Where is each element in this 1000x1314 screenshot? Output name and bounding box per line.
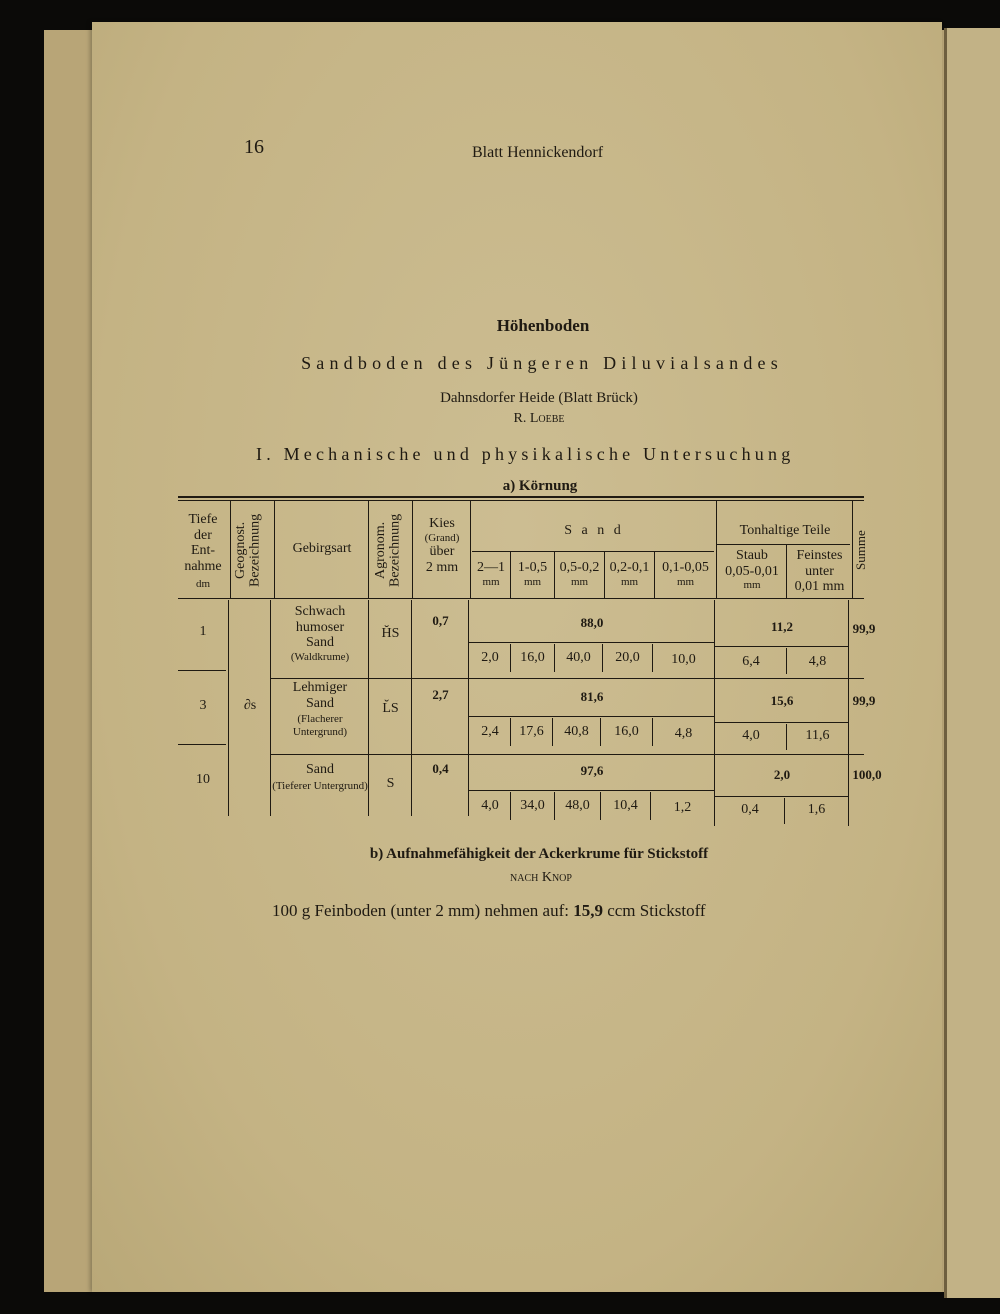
row3-sand-2: 34,0 [520, 798, 545, 813]
row2-sand-total: 81,6 [580, 689, 604, 704]
row2-ton-total: 15,6 [770, 693, 794, 708]
header-tiefe-unit: dm [195, 577, 211, 590]
header-feinstes-3: 0,01 mm [794, 579, 845, 595]
header-kies-2: (Grand) [424, 531, 460, 544]
row3-summe: 100,0 [852, 767, 882, 782]
row2-sand-4: 16,0 [614, 724, 639, 739]
row1-summe: 99,9 [852, 621, 876, 636]
row1-agronom: H̆S [381, 626, 400, 641]
author-line: R. Loebe [513, 411, 565, 426]
grain-size-table [178, 496, 882, 828]
row3-sand-total: 97,6 [580, 763, 604, 778]
header-ton: Tonhaltige Teile [739, 523, 831, 538]
row3-tiefe: 10 [196, 772, 210, 787]
row1-sand-3: 40,0 [566, 650, 591, 665]
part-b-title: b) Aufnahmefähigkeit der Ackerkrume für Stickstoff [369, 846, 709, 862]
header-geognost: Geognost. Bezeichnung [233, 513, 263, 587]
header-tiefe-4: nahme [184, 559, 222, 575]
row2-agronom: L̆S [382, 701, 399, 716]
row3-gebirgsart-note: (Tieferer Untergrund) [272, 779, 368, 792]
row2-sand-1: 2,4 [481, 724, 499, 739]
row3-agronom: S [386, 776, 395, 791]
header-kies-3: über [429, 543, 455, 559]
row2-kies: 2,7 [432, 687, 449, 702]
row1-gebirgsart-2: humoser [295, 619, 345, 635]
header-tiefe-2: der [194, 527, 212, 543]
row3-gebirgsart-1: Sand [306, 762, 334, 777]
row2-sand-2: 17,6 [519, 724, 544, 739]
header-sand-range: 1-0,5 [517, 560, 548, 575]
header-staub-1: Staub [736, 548, 768, 563]
row3-staub: 0,4 [741, 802, 759, 817]
row2-sand-5: 4,8 [674, 726, 693, 741]
row2-tiefe: 3 [199, 698, 207, 713]
header-sand-unit: mm [523, 575, 542, 588]
header-sand-range: 0,2-0,1 [609, 560, 650, 575]
header-staub-3: mm [743, 579, 761, 592]
row3-kies: 0,4 [432, 761, 449, 776]
row1-gebirgsart-3: Sand [306, 635, 334, 651]
header-feinstes-1: Feinstes [796, 548, 843, 563]
row1-kies: 0,7 [432, 613, 449, 628]
part-b-text-after: ccm Stickstoff [607, 901, 706, 920]
location-line: Dahnsdorfer Heide (Blatt Brück) [440, 390, 638, 406]
header-sand-range: 0,1-0,05 [662, 560, 709, 575]
page-subtitle: Sandboden des Jüngeren Diluvialsandes [301, 353, 783, 373]
part-b-method: nach Knop [510, 870, 572, 885]
page-number: 16 [244, 136, 264, 158]
part-b-value: 15,9 [573, 901, 603, 920]
row1-staub: 6,4 [742, 654, 760, 669]
geognost-value: ∂s [243, 698, 257, 713]
row3-sand-1: 4,0 [481, 798, 499, 813]
row2-sand-3: 40,8 [564, 724, 589, 739]
header-sand-range: 0,5-0,2 [559, 560, 600, 575]
row1-feinstes: 4,8 [808, 654, 827, 669]
part-b-result [272, 901, 706, 921]
row2-summe: 99,9 [852, 693, 876, 708]
header-sand-unit: mm [676, 575, 695, 588]
header-kies-1: Kies [429, 516, 455, 531]
row1-sand-4: 20,0 [615, 650, 640, 665]
part-b-text-before: 100 g Feinboden (unter 2 mm) nehmen auf: [272, 901, 569, 920]
row1-tiefe: 1 [199, 624, 207, 639]
header-gebirgsart: Gebirgsart [292, 541, 352, 556]
row1-gebirgsart-note: (Waldkrume) [290, 651, 350, 664]
next-page-edge [944, 28, 1000, 1298]
page-title: Höhenboden [496, 316, 590, 335]
header-staub-2: 0,05-0,01 [725, 563, 779, 579]
running-head: Blatt Hennickendorf [472, 144, 604, 161]
header-summe: Summe [853, 530, 868, 570]
row1-ton-total: 11,2 [770, 619, 794, 634]
header-feinstes-2: unter [805, 563, 834, 579]
row1-sand-2: 16,0 [520, 650, 545, 665]
row2-gebirgsart-1: Lehmiger [292, 680, 348, 695]
row3-sand-3: 48,0 [565, 798, 590, 813]
row3-feinstes: 1,6 [807, 802, 826, 817]
header-sand-unit: mm [620, 575, 639, 588]
row2-gebirgsart-2: Sand [306, 695, 334, 711]
subsection-heading: a) Körnung [502, 478, 578, 494]
row1-sand-1: 2,0 [481, 650, 499, 665]
row1-sand-total: 88,0 [580, 615, 604, 630]
header-tiefe-3: Ent- [190, 543, 216, 559]
section-heading: I. Mechanische und physikalische Untersuchung [256, 444, 795, 464]
row3-sand-4: 10,4 [613, 798, 638, 813]
header-sand-unit: mm [482, 575, 500, 588]
row2-staub: 4,0 [742, 728, 760, 743]
header-sand-range: 2—1 [477, 560, 505, 575]
header-kies-4: 2 mm [425, 559, 459, 575]
row1-gebirgsart-1: Schwach [294, 604, 346, 619]
row3-ton-total: 2,0 [773, 767, 791, 782]
header-tiefe-1: Tiefe [188, 512, 218, 527]
row2-feinstes: 11,6 [805, 728, 830, 743]
row1-sand-5: 10,0 [671, 652, 696, 667]
header-agronom: Agronom. Bezeichnung [373, 513, 403, 587]
row2-gebirgsart-note: (Flacherer Untergrund) [292, 713, 348, 738]
header-sand: S a n d [564, 523, 624, 538]
header-sand-unit: mm [570, 575, 589, 588]
row3-sand-5: 1,2 [673, 800, 692, 815]
